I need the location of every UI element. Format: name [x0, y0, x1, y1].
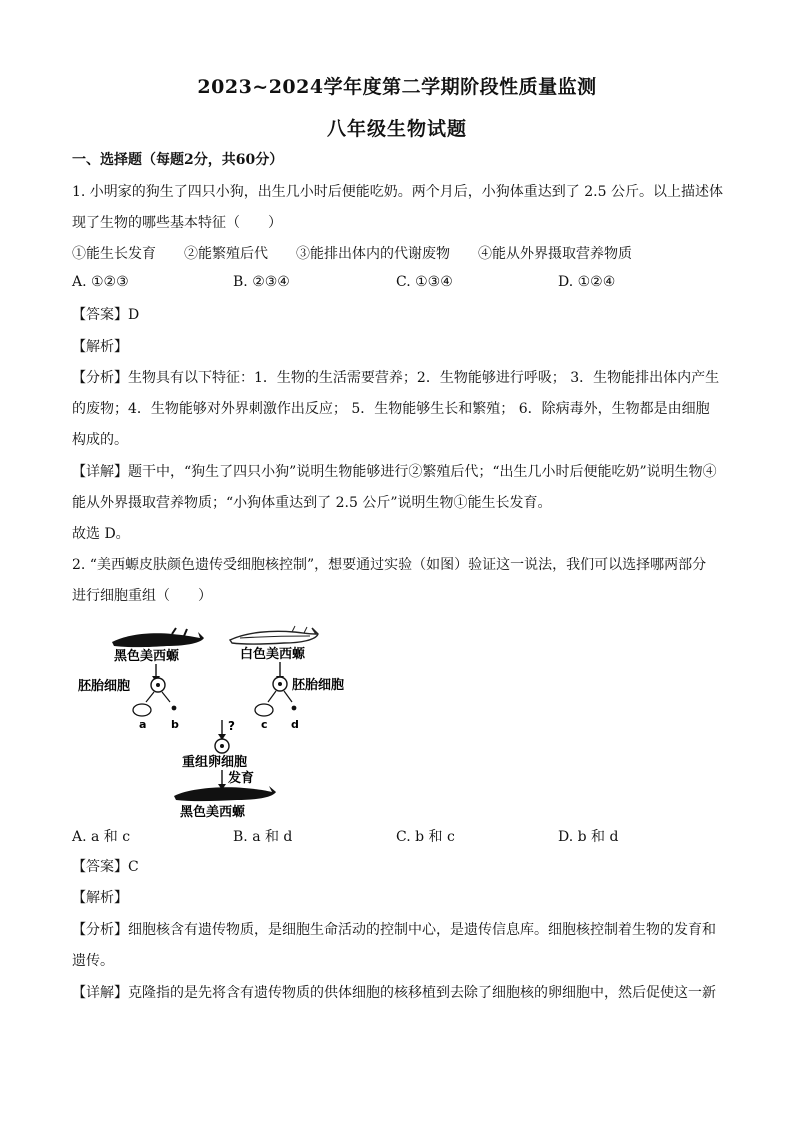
label-c: c: [261, 718, 268, 731]
page-title: 2023~2024学年度第二学期阶段性质量监测: [197, 76, 597, 98]
result-axolotl-label: 黑色美西螈: [180, 805, 246, 820]
q2-option-a: A. a 和 c: [72, 829, 131, 845]
q1-items: ①能生长发育 ②能繁殖后代 ③能排出体内的代谢废物 ④能从外界摄取营养物质: [72, 246, 632, 262]
q2-fenxi-line2: 遗传。: [72, 953, 114, 969]
q2-option-d: D. b 和 d: [558, 829, 619, 845]
q2-xiangjie-line1: 【详解】克隆指的是先将含有遗传物质的供体细胞的核移植到去除了细胞核的卵细胞中，然后促使这一新: [72, 985, 716, 1001]
q1-option-a: A. ①②③: [72, 274, 129, 290]
part-a: [133, 704, 151, 716]
q2-option-b: B. a 和 d: [233, 829, 293, 845]
develop-label: 发育: [228, 771, 255, 786]
recombined-egg-label: 重组卵细胞: [182, 755, 248, 770]
white-axolotl-label: 白色美西螈: [240, 647, 306, 662]
q2-stem-line1: 2. “美西螈皮肤颜色遗传受细胞核控制”，想要通过实验（如图）验证这一说法，我们可以选择哪两部分: [72, 557, 707, 573]
q1-option-c: C. ①③④: [396, 274, 453, 290]
q2-stem-line2: 进行细胞重组（ ）: [72, 588, 212, 604]
black-axolotl-image: [112, 632, 204, 647]
page-subtitle: 八年级生物试题: [326, 118, 467, 140]
black-axolotl-label: 黑色美西螈: [114, 649, 180, 664]
part-d: [292, 706, 297, 711]
q1-fenxi-line2: 的废物；4．生物能够对外界刺激作出反应； 5．生物能够生长和繁殖； 6．除病毒外，生物都是由细胞: [72, 401, 710, 417]
embryo-cell-left-label: 胚胎细胞: [78, 679, 131, 694]
q2-options: [72, 826, 722, 846]
question-mark: ?: [228, 719, 235, 733]
result-axolotl-image: [174, 786, 276, 801]
part-b: [172, 706, 177, 711]
q1-option-d: D. ①②④: [558, 274, 616, 290]
q2-answer: 【答案】C: [72, 859, 139, 875]
q2-option-c: C. b 和 c: [396, 829, 455, 845]
part-c: [255, 704, 273, 716]
q1-fenxi-line1: 【分析】生物具有以下特征：1．生物的生活需要营养；2．生物能够进行呼吸； 3．生物能排出体内产生: [72, 370, 720, 386]
label-b: b: [171, 718, 179, 731]
label-a: a: [139, 718, 147, 731]
q1-conclusion: 故选 D。: [72, 526, 130, 542]
q1-xiangjie-line1: 【详解】题干中，“狗生了四只小狗”说明生物能够进行②繁殖后代；“出生几小时后便能吃奶”说明生物④: [72, 464, 717, 480]
q2-fenxi-line1: 【分析】细胞核含有遗传物质，是细胞生命活动的控制中心，是遗传信息库。细胞核控制着生物的发育和: [72, 922, 716, 938]
q1-stem-line1: 1. 小明家的狗生了四只小狗，出生几小时后便能吃奶。两个月后，小狗体重达到了 2.5 公斤。以上描述体: [72, 184, 723, 200]
q1-analysis-label: 【解析】: [72, 339, 128, 355]
nuclear-transfer-diagram: [72, 616, 372, 822]
q1-options: [72, 274, 722, 294]
q2-analysis-label: 【解析】: [72, 890, 128, 906]
q1-fenxi-line3: 构成的。: [72, 432, 128, 448]
q1-option-b: B. ②③④: [233, 274, 290, 290]
label-d: d: [291, 718, 299, 731]
q1-answer: 【答案】D: [72, 307, 140, 323]
section-heading: 一、选择题（每题2分，共60分）: [72, 152, 284, 168]
embryo-cell-right-label: 胚胎细胞: [292, 678, 345, 693]
q1-stem-line2: 现了生物的哪些基本特征（ ）: [72, 215, 282, 231]
q1-xiangjie-line2: 能从外界摄取营养物质；“小狗体重达到了 2.5 公斤”说明生物①能生长发育。: [72, 495, 552, 511]
